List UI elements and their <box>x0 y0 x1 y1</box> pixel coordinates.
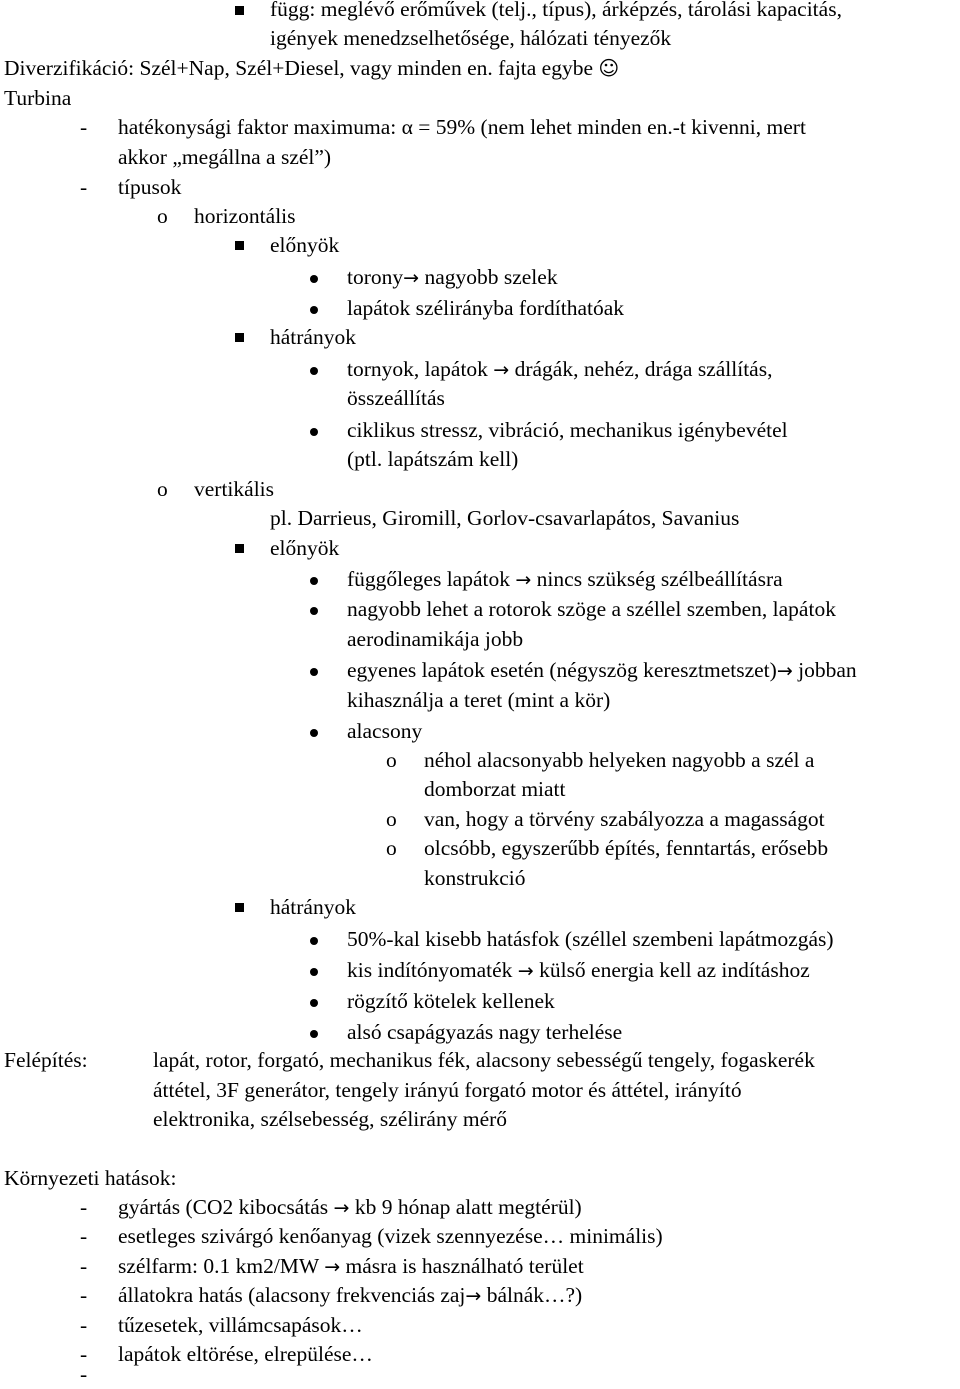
text-line: nagyobb lehet a rotorok szöge a széllel szemben, lapátok <box>347 597 836 621</box>
round-bullet-icon <box>310 428 318 436</box>
text-line: ciklikus stressz, vibráció, mechanikus igénybevétel <box>347 418 788 442</box>
text-line: esetleges szivárgó kenőanyag (vizek szennyezése… minimális) <box>118 1224 663 1248</box>
gyartas-text: gyártás (CO2 kibocsátás <box>118 1195 329 1219</box>
text-line: horizontális <box>194 204 296 228</box>
square-bullet-icon <box>235 6 244 15</box>
jobban-text: jobban <box>798 658 857 682</box>
o-marker: o <box>157 477 168 501</box>
torony-text: torony <box>347 265 404 289</box>
section-heading: Környezeti hatások: <box>4 1166 177 1190</box>
square-bullet-icon <box>235 333 244 342</box>
text-line: alsó csapágyazás nagy terhelése <box>347 1020 623 1044</box>
square-bullet-icon <box>235 544 244 553</box>
text-line: összeállítás <box>347 386 445 410</box>
text-line: (ptl. lapátszám kell) <box>347 447 519 471</box>
arrow-right-icon: → <box>403 267 420 289</box>
text-line: 50%-kal kisebb hatásfok (széllel szembeni lapátmozgás) <box>347 927 834 951</box>
text-line: lapát, rotor, forgató, mechanikus fék, alacsony sebességű tengely, fogaskerék <box>153 1048 815 1072</box>
szelfarm-text: szélfarm: 0.1 km2/MW <box>118 1254 319 1278</box>
dash-marker: - <box>80 175 88 199</box>
text-line: alacsony <box>347 719 423 743</box>
round-bullet-icon <box>310 937 318 945</box>
arrow-right-icon: → <box>493 359 510 381</box>
text-line: lapátok szélirányba fordíthatóak <box>347 296 625 320</box>
dash-marker: - <box>80 1342 88 1366</box>
round-bullet-icon <box>310 306 318 314</box>
dash-marker: - <box>80 1195 88 1219</box>
o-marker: o <box>386 748 397 772</box>
dash-marker: - <box>80 1224 88 1248</box>
text-line: elektronika, szélsebesség, szélirány mérő <box>153 1107 508 1131</box>
text-line: kihasználja a teret (mint a kör) <box>347 688 611 712</box>
text-line: van, hogy a törvény szabályozza a magasságot <box>424 807 825 831</box>
balnak-text: bálnák…?) <box>486 1283 583 1307</box>
text-line: tűzesetek, villámcsapások… <box>118 1313 363 1337</box>
fuggoleges-text: függőleges lapátok <box>347 567 510 591</box>
round-bullet-icon <box>310 275 318 283</box>
text-line: függ: meglévő erőművek (telj., típus), árképzés, tárolási kapacitás, <box>270 0 842 21</box>
round-bullet-icon <box>310 607 318 615</box>
masra-text: másra is használható terület <box>345 1254 584 1278</box>
text-line: konstrukció <box>424 866 526 890</box>
text-line: akkor „megállna a szél”) <box>118 145 332 169</box>
text-line <box>4 56 619 81</box>
round-bullet-icon <box>310 577 318 585</box>
text-line: aerodinamikája jobb <box>347 627 524 651</box>
o-marker: o <box>157 204 168 228</box>
text-line: előnyök <box>270 233 340 257</box>
arrow-right-icon: → <box>517 960 534 982</box>
text-line: igények menedzselhetősége, hálózati tényezők <box>270 26 672 50</box>
text-line: néhol alacsonyabb helyeken nagyobb a szél a <box>424 748 815 772</box>
dragak-text: drágák, nehéz, drága szállítás, <box>514 357 773 381</box>
dash-marker: - <box>80 1254 88 1278</box>
arrow-right-icon: → <box>515 569 532 591</box>
dash-marker: - <box>80 1362 88 1386</box>
text-line: hátrányok <box>270 325 356 349</box>
text-line <box>347 658 857 683</box>
text-line: lapátok eltörése, elrepülése… <box>118 1342 373 1366</box>
tornyok-text: tornyok, lapátok <box>347 357 488 381</box>
allatokra-text: állatokra hatás (alacsony frekvenciás zaj <box>118 1283 466 1307</box>
text-line: áttétel, 3F generátor, tengely irányú forgató motor és áttétel, irányító <box>153 1078 742 1102</box>
round-bullet-icon <box>310 999 318 1007</box>
text-line <box>118 1283 582 1308</box>
text-line <box>118 1254 584 1279</box>
text-line: olcsóbb, egyszerűbb építés, fenntartás, erősebb <box>424 836 829 860</box>
kis-inditonyomatek-text: kis indítónyomaték <box>347 958 513 982</box>
text-line: vertikális <box>194 477 275 501</box>
square-bullet-icon <box>235 241 244 250</box>
round-bullet-icon <box>310 729 318 737</box>
round-bullet-icon <box>310 1030 318 1038</box>
diverzifikacio-text: Diverzifikáció: Szél+Nap, Szél+Diesel, vagy minden en. fajta egybe <box>4 56 594 80</box>
arrow-right-icon: → <box>324 1256 341 1278</box>
dash-marker: - <box>80 1283 88 1307</box>
text-line: hátrányok <box>270 895 356 919</box>
arrow-right-icon: → <box>333 1197 350 1219</box>
text-line: előnyök <box>270 536 340 560</box>
arrow-right-icon: → <box>776 660 793 682</box>
text-line: hatékonysági faktor maximuma: α = 59% (nem lehet minden en.-t kivenni, mert <box>118 115 806 139</box>
text-line: rögzítő kötelek kellenek <box>347 989 555 1013</box>
round-bullet-icon <box>310 668 318 676</box>
round-bullet-icon <box>310 968 318 976</box>
square-bullet-icon <box>235 903 244 912</box>
arrow-right-icon: → <box>465 1285 482 1307</box>
text-line <box>347 958 810 983</box>
text-line: pl. Darrieus, Giromill, Gorlov-csavarlapátos, Savanius <box>270 506 740 530</box>
text-line <box>347 357 772 382</box>
text-line: típusok <box>118 175 182 199</box>
o-marker: o <box>386 836 397 860</box>
nincs-szukseg-text: nincs szükség szélbeállításra <box>536 567 783 591</box>
nagyobb-szelek-text: nagyobb szelek <box>424 265 558 289</box>
round-bullet-icon <box>310 367 318 375</box>
kulso-energia-text: külső energia kell az indításhoz <box>539 958 810 982</box>
text-line <box>347 265 558 290</box>
megterul-text: kb 9 hónap alatt megtérül) <box>354 1195 582 1219</box>
o-marker: o <box>386 807 397 831</box>
dash-marker: - <box>80 1313 88 1337</box>
smiley-icon: ☺ <box>598 56 620 80</box>
dash-marker: - <box>80 115 88 139</box>
text-line <box>347 567 783 592</box>
egyenes-text: egyenes lapátok esetén (négyszög keresztmetszet) <box>347 658 777 682</box>
text-line <box>118 1195 582 1220</box>
section-heading: Turbina <box>4 86 72 110</box>
text-line: domborzat miatt <box>424 777 566 801</box>
felepites-label: Felépítés: <box>4 1048 88 1072</box>
